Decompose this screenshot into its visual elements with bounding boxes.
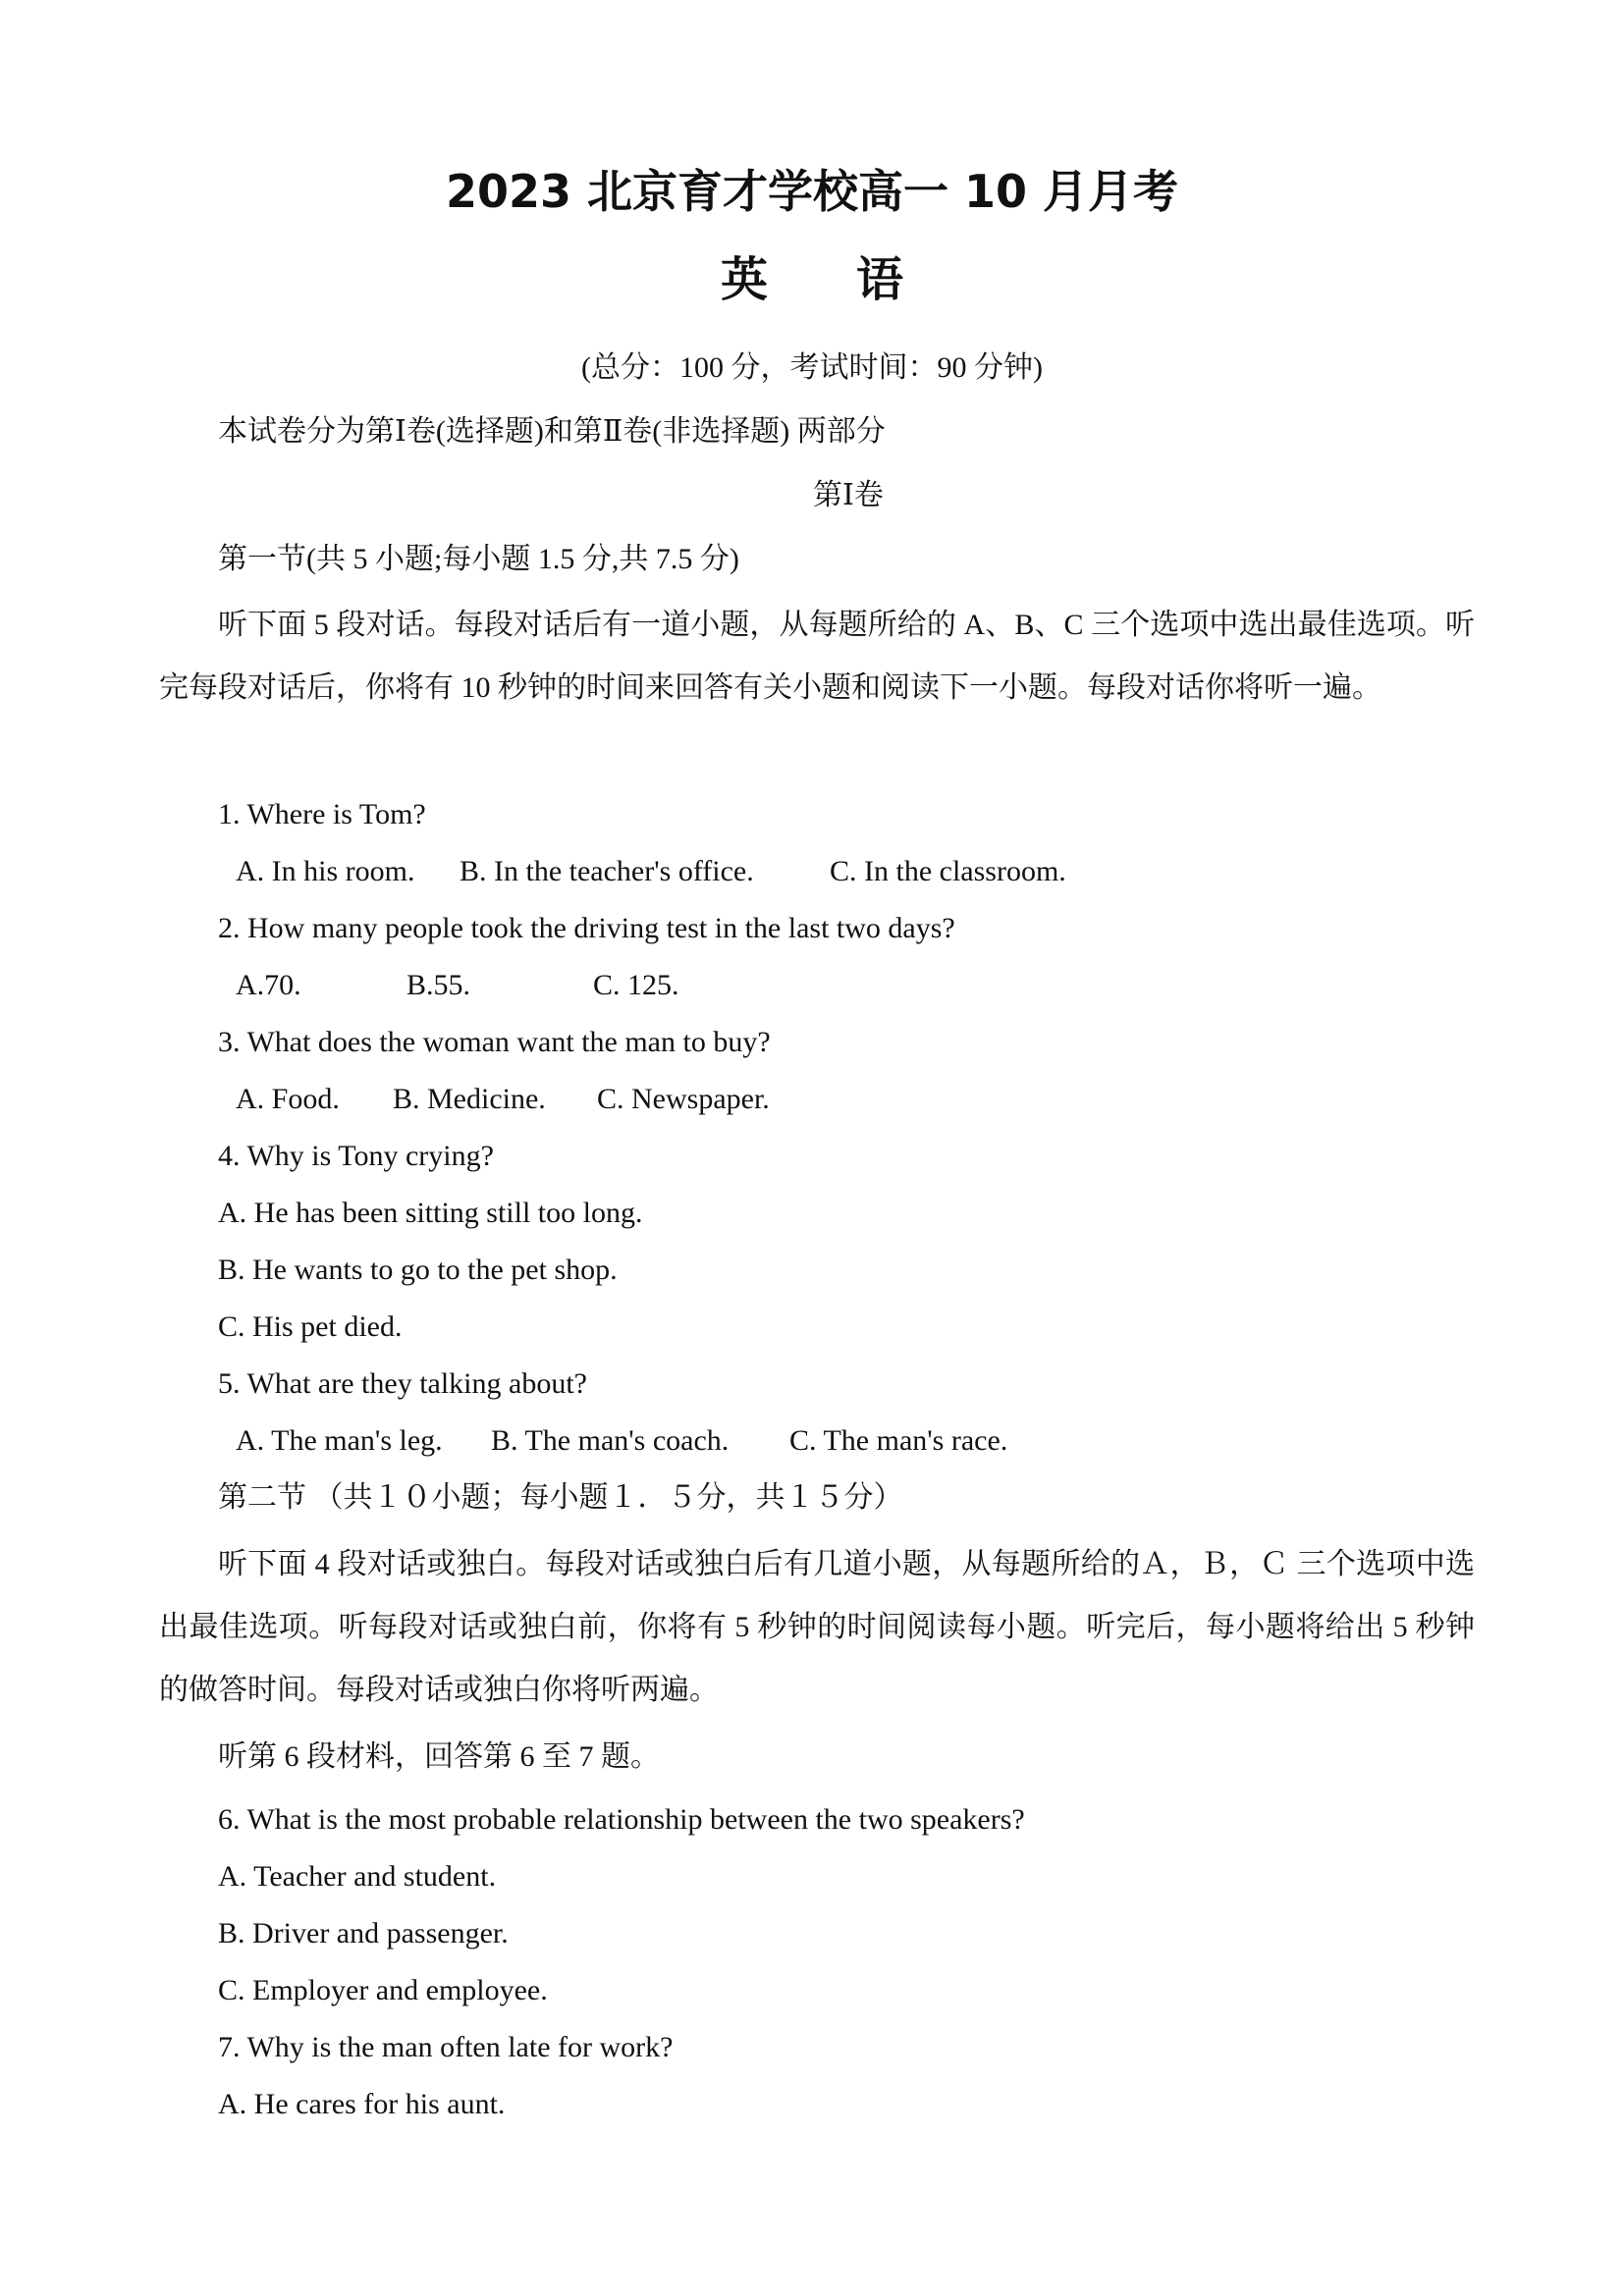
section2-instruction: 听下面 4 段对话或独白。每段对话或独白后有几道小题，从每题所给的Ａ，Ｂ，Ｃ 三个选项中选出最佳选项。听每段对话或独白前，你将有 5 秒钟的时间阅读每小题。听完后，每小题将给出 5 秒钟的做答时间。每段对话或独白你将听两遍。 xyxy=(159,1548,1475,1706)
question-1-option-c: C. In the classroom. xyxy=(830,855,1066,887)
subject-title: 英语 xyxy=(720,252,992,307)
question-7-option-a: A. He cares for his aunt. xyxy=(218,2088,506,2120)
material-6-label: 听第 6 段材料，回答第 6 至 7 题。 xyxy=(218,1740,660,1773)
question-6-option-b: B. Driver and passenger. xyxy=(218,1917,509,1949)
question-4-option-a: A. He has been sitting still too long. xyxy=(218,1197,643,1229)
volume-heading: 第Ⅰ卷 xyxy=(813,479,884,511)
question-6-option-a: A. Teacher and student. xyxy=(218,1860,497,1893)
question-3-stem: 3. What does the woman want the man to buy? xyxy=(218,1026,771,1058)
question-3-option-c: C. Newspaper. xyxy=(597,1083,770,1115)
exam-meta: (总分：100 分，考试时间：90 分钟) xyxy=(581,351,1043,384)
section1-heading: 第一节(共 5 小题;每小题 1.5 分,共 7.5 分) xyxy=(218,543,739,575)
question-1-option-b: B. In the teacher's office. xyxy=(460,855,754,887)
question-2-option-a: A.70. xyxy=(236,969,301,1001)
question-4-option-b: B. He wants to go to the pet shop. xyxy=(218,1254,618,1286)
question-1-stem: 1. Where is Tom? xyxy=(218,798,426,830)
question-5-option-b: B. The man's coach. xyxy=(491,1424,730,1457)
question-3-option-b: B. Medicine. xyxy=(393,1083,546,1115)
question-3-option-a: A. Food. xyxy=(236,1083,340,1115)
question-5-option-c: C. The man's race. xyxy=(789,1424,1008,1457)
question-6-stem: 6. What is the most probable relationship between the two speakers? xyxy=(218,1803,1025,1836)
question-5-option-a: A. The man's leg. xyxy=(236,1424,443,1457)
section2-heading: 第二节 （共１０小题；每小题１．５分，共１５分） xyxy=(218,1481,903,1514)
question-2-stem: 2. How many people took the driving test in the last two days? xyxy=(218,912,955,944)
question-6-option-c: C. Employer and employee. xyxy=(218,1974,548,2006)
section1-instruction: 听下面 5 段对话。每段对话后有一道小题，从每题所给的 A、B、C 三个选项中选出最佳选项。听完每段对话后，你将有 10 秒钟的时间来回答有关小题和阅读下一小题。每段对话你将听一遍。 xyxy=(159,609,1475,704)
question-2-option-b: B.55. xyxy=(406,969,471,1001)
question-4-stem: 4. Why is Tony crying? xyxy=(218,1140,494,1172)
intro-text: 本试卷分为第Ⅰ卷(选择题)和第Ⅱ卷(非选择题) 两部分 xyxy=(218,415,886,448)
question-5-stem: 5. What are they talking about? xyxy=(218,1367,587,1400)
question-7-stem: 7. Why is the man often late for work? xyxy=(218,2031,674,2063)
exam-title: 2023 北京育才学校高一 10 月月考 xyxy=(445,165,1179,218)
question-4-option-c: C. His pet died. xyxy=(218,1310,403,1343)
question-2-option-c: C. 125. xyxy=(593,969,679,1001)
question-1-option-a: A. In his room. xyxy=(236,855,415,887)
